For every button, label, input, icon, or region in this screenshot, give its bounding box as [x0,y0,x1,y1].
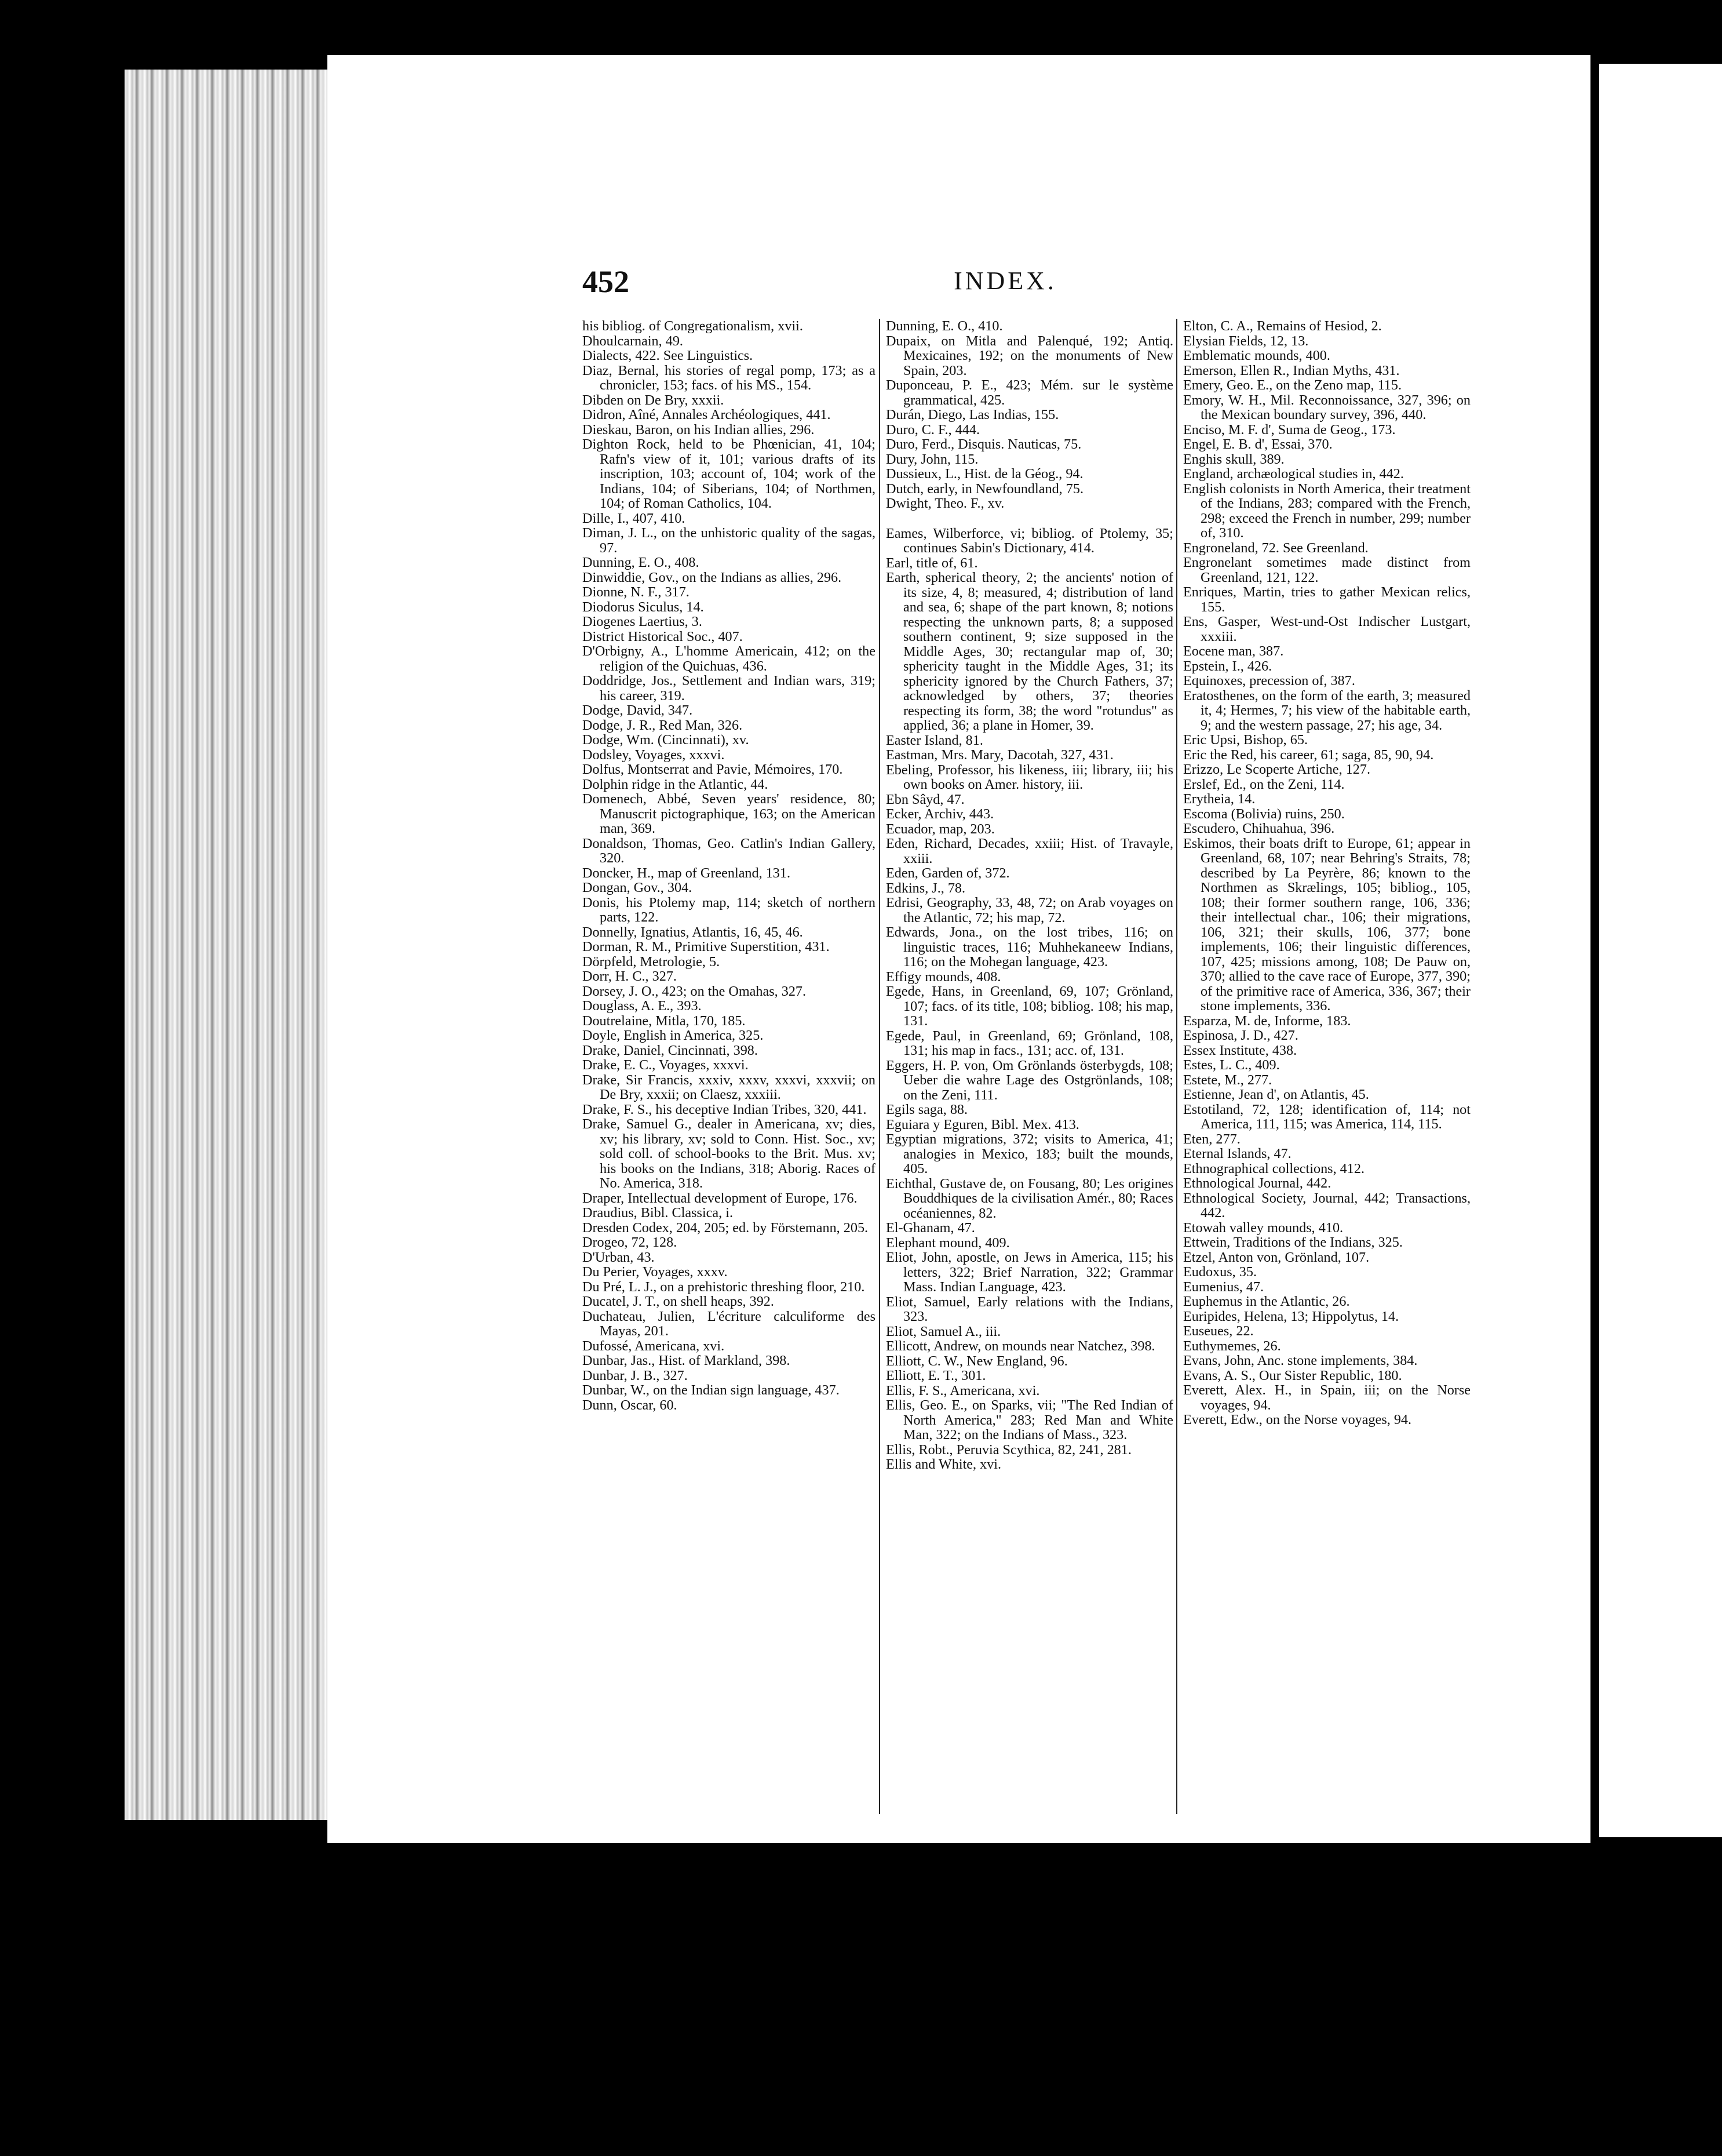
index-entry: Dussieux, L., Hist. de la Géog., 94. [886,466,1083,482]
index-entry: Diodorus Siculus, 14. [582,599,704,615]
index-entry: Elysian Fields, 12, 13. [1183,333,1309,349]
index-entry: Evans, A. S., Our Sister Republic, 180. [1183,1367,1402,1383]
index-entry: Eastman, Mrs. Mary, Dacotah, 327, 431. [886,747,1114,763]
index-entry: Eric the Red, his career, 61; saga, 85, 90, 94. [1183,746,1434,763]
index-entry: Dodsley, Voyages, xxxvi. [582,746,725,763]
index-entry: Escudero, Chihuahua, 396. [1183,821,1335,836]
index-entry: Dibden on De Bry, xxxii. [582,392,724,408]
index-entry: Egils saga, 88. [886,1102,968,1117]
index-entry: Ebn Sâyd, 47. [886,791,965,807]
index-entry: Domenech, Abbé, Seven years' residence, 80; Manuscrit pictographique, 163; on the American man, 369. [582,791,875,836]
index-entry: Ethnographical collections, 412. [1183,1160,1365,1177]
index-entry: Estete, M., 277. [1183,1072,1272,1088]
index-entry: Dolphin ridge in the Atlantic, 44. [582,776,768,792]
index-entry: Ecker, Archiv, 443. [886,806,994,822]
index-entry: Euthymemes, 26. [1183,1338,1281,1354]
index-entry: Emblematic mounds, 400. [1183,348,1330,363]
index-entry: Eocene man, 387. [1183,643,1284,659]
index-entry: Drake, Daniel, Cincinnati, 398. [582,1042,758,1058]
index-entry: Dighton Rock, held to be Phœnician, 41, 104; Rafn's view of it, 101; various drafts of its inscription, 103; account of, 104; work of the Indians, 104; of Siberians, 104; of Northmen, 104; of Roman Catholics, 104. [582,436,875,511]
index-entry: Dionne, N. F., 317. [582,584,689,600]
index-entry: Draper, Intellectual development of Europe, 176. [582,1190,858,1206]
index-entry: Edkins, J., 78. [886,880,966,896]
index-entry: Elliott, C. W., New England, 96. [886,1353,1068,1369]
index-entry: Elton, C. A., Remains of Hesiod, 2. [1183,319,1382,334]
index-entry: D'Urban, 43. [582,1249,655,1265]
index-entry: Ens, Gasper, West-und-Ost Indischer Lustgart, xxxiii. [1183,614,1471,644]
index-entry: Didron, Aîné, Annales Archéologiques, 441. [582,407,831,423]
index-entry: D'Orbigny, A., L'homme Americain, 412; on the religion of the Quichuas, 436. [582,643,875,674]
index-entry: Durán, Diego, Las Indias, 155. [886,407,1059,423]
index-entry: Escoma (Bolivia) ruins, 250. [1183,806,1345,822]
index-entry: Diman, J. L., on the unhistoric quality of the sagas, 97. [582,525,875,556]
index-column-3 [1176,319,1471,1814]
index-entry: Dodge, J. R., Red Man, 326. [582,717,743,733]
index-entry: Dialects, 422. See Linguistics. [582,348,753,363]
index-entry: District Historical Soc., 407. [582,628,743,644]
index-entry: Elephant mound, 409. [886,1234,1010,1251]
index-entry: Egede, Paul, in Greenland, 69; Grönland, 108, 131; his map in facs., 131; acc. of, 131. [886,1028,1173,1058]
page-number: 452 [582,264,629,299]
index-entry: Dongan, Gov., 304. [582,880,692,895]
index-entry: Dunbar, Jas., Hist. of Markland, 398. [582,1353,790,1368]
index-entry: Ethnological Society, Journal, 442; Transactions, 442. [1183,1190,1471,1221]
index-entry: Diogenes Laertius, 3. [582,614,702,629]
index-entry: Enriques, Martin, tries to gather Mexican relics, 155. [1183,584,1471,615]
index-entry: Duro, C. F., 444. [886,421,980,438]
index-entry: Eichthal, Gustave de, on Fousang, 80; Les origines Bouddhiques de la civilisation Amér., 80; Races océaniennes, 82. [886,1175,1173,1221]
index-entry: Effigy mounds, 408. [886,968,1001,985]
index-entry: Diaz, Bernal, his stories of regal pomp, 173; as a chronicler, 153; facs. of his MS., 154. [582,362,875,393]
index-entry: Duchateau, Julien, L'écriture calculiforme des Mayas, 201. [582,1308,875,1339]
book-page-edges [125,70,327,1820]
index-entry: Dufossé, Americana, xvi. [582,1338,725,1354]
index-entry: Esparza, M. de, Informe, 183. [1183,1013,1351,1029]
index-entry: Drake, E. C., Voyages, xxxvi. [582,1057,749,1073]
index-entry: Eskimos, their boats drift to Europe, 61; appear in Greenland, 68, 107; near Behring's Straits, 78; described by La Peyrère, 86; known to the Northmen as Skrælings, 105; bibliog., 105, 108; their former southern range, 106, 336; their intellectual char., 106; their migrations, 106, 321; their skulls, 106, 377; bone implements, 106; their linguistic differences, 107, 425; missions among, 108; De Pauw on, 370; allied to the cave race of Europe, 377, 390; of the primitive race of America, 336, 367; their stone implements, 336. [1183,835,1471,1014]
index-entry: Donaldson, Thomas, Geo. Catlin's Indian Gallery, 320. [582,835,875,866]
index-entry: Drake, Sir Francis, xxxiv, xxxv, xxxvi, xxxvii; on De Bry, xxxii; on Claesz, xxxiii. [582,1072,875,1102]
index-entry: Eternal Islands, 47. [1183,1146,1292,1161]
index-entry: Euseues, 22. [1183,1323,1254,1339]
index-entry: Erslef, Ed., on the Zeni, 114. [1183,776,1345,792]
index-entry: Douglass, A. E., 393. [582,998,702,1014]
index-entry: Estotiland, 72, 128; identification of, 114; not America, 111, 115; was America, 114, 115. [1183,1101,1471,1132]
index-entry: Erizzo, Le Scoperte Artiche, 127. [1183,762,1371,777]
index-entry: Dunbar, W., on the Indian sign language, 437. [582,1382,840,1398]
index-entry: Eudoxus, 35. [1183,1264,1257,1280]
index-entry: Eliot, Samuel, Early relations with the Indians, 323. [886,1294,1173,1324]
index-entry: Easter Island, 81. [886,732,983,748]
index-entry: Doncker, H., map of Greenland, 131. [582,865,791,881]
index-entry: Eliot, John, apostle, on Jews in America, 115; his letters, 322; Brief Narration, 322; Grammar Mass. Indian Language, 423. [886,1250,1173,1295]
index-entry: Dodge, Wm. (Cincinnati), xv. [582,732,749,748]
index-entry: English colonists in North America, their treatment of the Indians, 283; compared with the French, 298; exceed the French in number, 299; number of, 310. [1183,480,1471,541]
index-entry: Emery, Geo. E., on the Zeno map, 115. [1183,377,1402,393]
index-entry: Dunning, E. O., 408. [582,555,699,570]
index-entry: Euphemus in the Atlantic, 26. [1183,1294,1350,1309]
index-entry: Egede, Hans, in Greenland, 69, 107; Grönland, 107; facs. of its title, 108; bibliog. 108; his map, 131. [886,984,1173,1029]
index-entry: Ethnological Journal, 442. [1183,1175,1331,1191]
index-entry: Epstein, I., 426. [1183,658,1272,674]
index-entry: Estienne, Jean d', on Atlantis, 45. [1183,1087,1369,1102]
index-entry: Doyle, English in America, 325. [582,1028,764,1043]
index-entry: Emerson, Ellen R., Indian Myths, 431. [1183,362,1400,378]
index-entry: Equinoxes, precession of, 387. [1183,673,1355,689]
index-entry: Eumenius, 47. [1183,1279,1264,1295]
index-entry: Dörpfeld, Metrologie, 5. [582,953,720,970]
index-entry: Engel, E. B. d', Essai, 370. [1183,436,1333,452]
index-page [327,55,1590,1843]
index-entry: Ellis, F. S., Americana, xvi. [886,1382,1040,1399]
index-entry: Etzel, Anton von, Grönland, 107. [1183,1249,1370,1265]
index-entry: Du Pré, L. J., on a prehistoric threshing floor, 210. [582,1279,865,1295]
index-entry: Drogeo, 72, 128. [582,1234,677,1250]
facing-page-edge [1599,64,1722,1837]
index-entry: Dresden Codex, 204, 205; ed. by Förstemann, 205. [582,1219,869,1236]
index-entry: Enciso, M. F. d', Suma de Geog., 173. [1183,421,1396,438]
index-entry: Egyptian migrations, 372; visits to America, 41; analogies in Mexico, 183; built the mounds, 405. [886,1131,1173,1177]
index-entry: Eames, Wilberforce, vi; bibliog. of Ptolemy, 35; continues Sabin's Dictionary, 414. [886,525,1173,556]
index-entry: Ecuador, map, 203. [886,821,995,837]
index-entry: Dinwiddie, Gov., on the Indians as allies, 296. [582,569,842,585]
index-entry: Edrisi, Geography, 33, 48, 72; on Arab voyages on the Atlantic, 72; his map, 72. [886,895,1173,926]
index-entry: Dorman, R. M., Primitive Superstition, 431. [582,939,830,955]
index-entry: Dodge, David, 347. [582,702,693,718]
index-entry: Ellis, Robt., Peruvia Scythica, 82, 241, 281. [886,1441,1132,1458]
index-entry: Earl, title of, 61. [886,555,978,571]
index-entry: Eguiara y Eguren, Bibl. Mex. 413. [886,1116,1079,1132]
index-columns [582,319,1533,1814]
index-entry: Ellis, Geo. E., on Sparks, vii; "The Red Indian of North America," 283; Red Man and White Man, 322; on the Indians of Mass., 323. [886,1397,1173,1443]
index-entry: Earth, spherical theory, 2; the ancients' notion of its size, 4, 8; measured, 4; distribution of land and sea, 6; shape of the part known, 8; notions respecting the unknown parts, 8; a supposed southern continent, 9; size supposed in the Middle Ages, 30; rectangular map of, 30; sphericity taught in the Middle Ages, 31; its sphericity ignored by the Church Fathers, 37; acknowledged by others, 37; theories respecting its form, 38; the word "rotundus" as applied, 36; a plane in Homer, 39. [886,570,1173,733]
index-entry: Dorsey, J. O., 423; on the Omahas, 327. [582,983,807,999]
index-entry: Elliott, E. T., 301. [886,1368,986,1383]
index-entry: Dhoulcarnain, 49. [582,333,683,349]
index-entry: Dille, I., 407, 410. [582,510,685,526]
index-entry: Doutrelaine, Mitla, 170, 185. [582,1013,746,1029]
page-header [327,264,1590,304]
index-entry: Duponceau, P. E., 423; Mém. sur le système grammatical, 425. [886,377,1173,408]
running-title: INDEX. [954,267,1057,295]
index-entry: Dupaix, on Mitla and Palenqué, 192; Antiq. Mexicaines, 192; on the monuments of New Spain, 203. [886,333,1173,378]
index-column-1 [582,319,875,1814]
index-entry: Ellicott, Andrew, on mounds near Natchez, 398. [886,1338,1155,1354]
index-entry: Eden, Garden of, 372. [886,865,1010,881]
index-entry: Dunning, E. O., 410. [886,319,1003,334]
index-entry: Dolfus, Montserrat and Pavie, Mémoires, 170. [582,762,843,777]
index-entry: Ettwein, Traditions of the Indians, 325. [1183,1234,1403,1250]
index-entry: Erytheia, 14. [1183,791,1256,807]
index-entry: Engronelant sometimes made distinct from Greenland, 121, 122. [1183,555,1471,585]
index-entry: Eggers, H. P. von, Om Grönlands österbygds, 108; Ueber die wahre Lage des Ostgrönlands, 108; on the Zeni, 111. [886,1057,1173,1103]
index-entry: Ellis and White, xvi. [886,1456,1002,1472]
index-entry: Drake, F. S., his deceptive Indian Tribes, 320, 441. [582,1101,867,1117]
index-entry: Edwards, Jona., on the lost tribes, 116; on linguistic traces, 116; Muhhekaneew Indians, 116; on the Mohegan language, 423. [886,924,1173,970]
index-entry: Ebeling, Professor, his likeness, iii; library, iii; his own books on Amer. history, iii. [886,762,1173,792]
index-entry: Everett, Edw., on the Norse voyages, 94. [1183,1412,1412,1427]
index-entry: Du Perier, Voyages, xxxv. [582,1264,728,1280]
index-entry: Dunbar, J. B., 327. [582,1367,688,1383]
index-entry: Dunn, Oscar, 60. [582,1397,677,1413]
index-entry: Evans, John, Anc. stone implements, 384. [1183,1353,1418,1368]
index-entry: El-Ghanam, 47. [886,1220,975,1236]
index-entry: his bibliog. of Congregationalism, xvii. [582,319,803,334]
index-entry: Essex Institute, 438. [1183,1042,1297,1058]
index-entry: Doddridge, Jos., Settlement and Indian wars, 319; his career, 319. [582,673,875,704]
index-entry: Everett, Alex. H., in Spain, iii; on the Norse voyages, 94. [1183,1382,1471,1413]
index-entry: Estes, L. C., 409. [1183,1057,1280,1073]
index-entry: Eten, 277. [1183,1131,1241,1147]
index-entry: Drake, Samuel G., dealer in Americana, xv; dies, xv; his library, xv; sold to Conn. Hist. Soc., xv; sold coll. of school-books to the Brit. Mus. xv; his books on the Indians, 318; Aborig. Races of No. America, 318. [582,1116,875,1191]
index-entry: Etowah valley mounds, 410. [1183,1219,1344,1236]
index-entry: Dorr, H. C., 327. [582,968,677,984]
index-entry: Emory, W. H., Mil. Reconnoissance, 327, 396; on the Mexican boundary survey, 396, 440. [1183,392,1471,423]
index-entry: Ducatel, J. T., on shell heaps, 392. [582,1294,774,1309]
index-entry: England, archæological studies in, 442. [1183,466,1404,482]
index-entry: Eden, Richard, Decades, xxiii; Hist. of Travayle, xxiii. [886,836,1173,866]
index-entry: Euripides, Helena, 13; Hippolytus, 14. [1183,1308,1399,1324]
index-entry: Espinosa, J. D., 427. [1183,1028,1298,1043]
index-entry: Eliot, Samuel A., iii. [886,1323,1001,1339]
index-entry: Donis, his Ptolemy map, 114; sketch of northern parts, 122. [582,894,875,925]
index-entry: Eric Upsi, Bishop, 65. [1183,732,1308,748]
index-entry: Duro, Ferd., Disquis. Nauticas, 75. [886,436,1082,452]
index-entry: Draudius, Bibl. Classica, i. [582,1205,733,1221]
index-column-2 [879,319,1173,1814]
index-entry: Dieskau, Baron, on his Indian allies, 296. [582,421,815,438]
index-entry: Dutch, early, in Newfoundland, 75. [886,480,1083,497]
index-entry: Enghis skull, 389. [1183,451,1285,467]
index-entry: Dury, John, 115. [886,451,979,467]
index-entry: Eratosthenes, on the form of the earth, 3; measured it, 4; Hermes, 7; his view of the habitable earth, 9; and the western passage, 27; his age, 34. [1183,687,1471,733]
index-entry: Engroneland, 72. See Greenland. [1183,540,1369,556]
index-entry: Donnelly, Ignatius, Atlantis, 16, 45, 46. [582,924,803,940]
index-entry: Dwight, Theo. F., xv. [886,496,1005,511]
